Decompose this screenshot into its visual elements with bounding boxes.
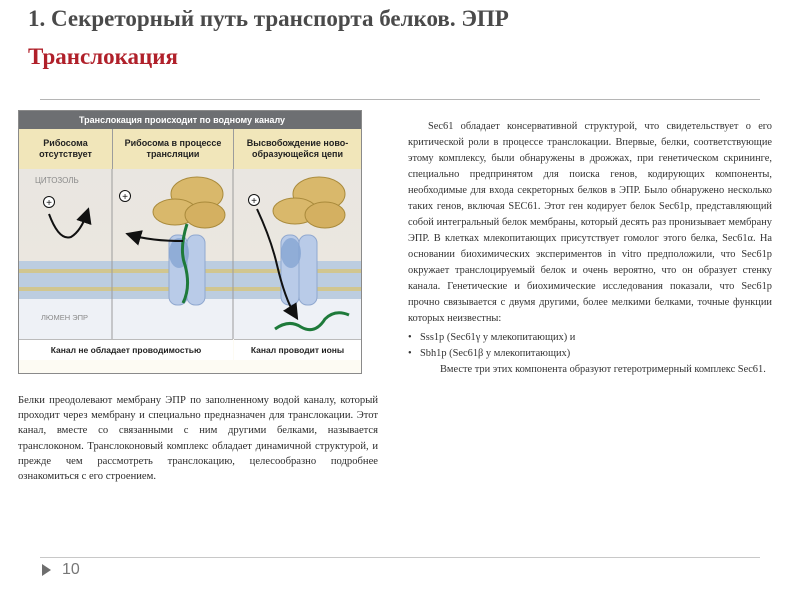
- footer-divider: [40, 557, 760, 558]
- translocation-figure: [18, 110, 362, 374]
- figure-footer-left: Канал не обладает проводимостью: [19, 339, 233, 360]
- right-text-block: [408, 119, 772, 378]
- figure-footer-right: Канал проводит ионы: [234, 339, 361, 360]
- arrow-right-icon: [42, 564, 51, 576]
- bullet-list: [408, 330, 772, 362]
- title-divider: [40, 99, 760, 100]
- plus-sign: +: [46, 198, 52, 209]
- slide-subtitle: Транслокация: [28, 44, 178, 69]
- left-paragraph: Белки преодолевают мембрану ЭПР по заполненному водой каналу, который проходит через мембрану и специально предназначен для транслокации. Этот канал, вместе со связанными с ним другими белками, называется транслоконом. Транслоконовый комплекс обладает динамичной структурой, и прежде чем рассмотреть транслокацию, целесообразно подробнее ознакомиться с его строением.: [18, 395, 378, 483]
- translocation-scene: [19, 169, 361, 339]
- right-closing: Вместе три этих компонента образуют гетеротримерный комплекс Sec61.: [440, 364, 766, 375]
- slide-title: 1. Секреторный путь транспорта белков. ЭПР: [28, 6, 509, 31]
- cytosol-label: ЦИТОЗОЛЬ: [35, 176, 79, 185]
- bullet-item: • Sbh1p (Sec61β у млекопитающих): [408, 346, 772, 362]
- page-number: 10: [62, 561, 80, 578]
- column-head-release: Высвобождение ново-образующейся цепи: [234, 129, 361, 169]
- right-paragraph: Sec61 обладает консервативной структурой, что свидетельствует о его критической роли в процессе транслокации. Впервые, белки, соответствующие этому комплексу, были обнаружены в дрожжах, при генетическом скрининге, специально предпринятом для поиска генов, кодирующих компоненты, необходимые для входа секреторных белков в ЭПР. Было обнаружено несколько таких генов, включая SEC61. Этот ген кодирует белок Sec61p, представляющий собой интегральный белок мембраны, который десять раз пронизывает мембрану ЭПР. В клетках млекопитающих присутствует гомолог этого белка, Sec61α. На основании биохимических экспериментов in vitro предположили, что Sec61p окружает транслоцируемый белок и очень вероятно, что он образует стенку канала. Генетические и биохимические исследования показали, что Sec61p прочно связывается с двумя другими, более мелкими белками, точные функции которых неизвестны:: [408, 121, 772, 324]
- plus-sign: +: [122, 192, 128, 203]
- figure-header: Транслокация происходит по водному каналу: [19, 111, 361, 129]
- plus-sign: +: [251, 196, 257, 207]
- left-text-block: [18, 393, 378, 484]
- lumen-label: ЛЮМЕН ЭПР: [41, 313, 89, 322]
- column-head-no-ribosome: Рибосома отсутствует: [19, 129, 112, 169]
- column-head-translation: Рибосома в процессе трансляции: [113, 129, 233, 169]
- bullet-item: • Sss1p (Sec61γ у млекопитающих) и: [408, 330, 772, 346]
